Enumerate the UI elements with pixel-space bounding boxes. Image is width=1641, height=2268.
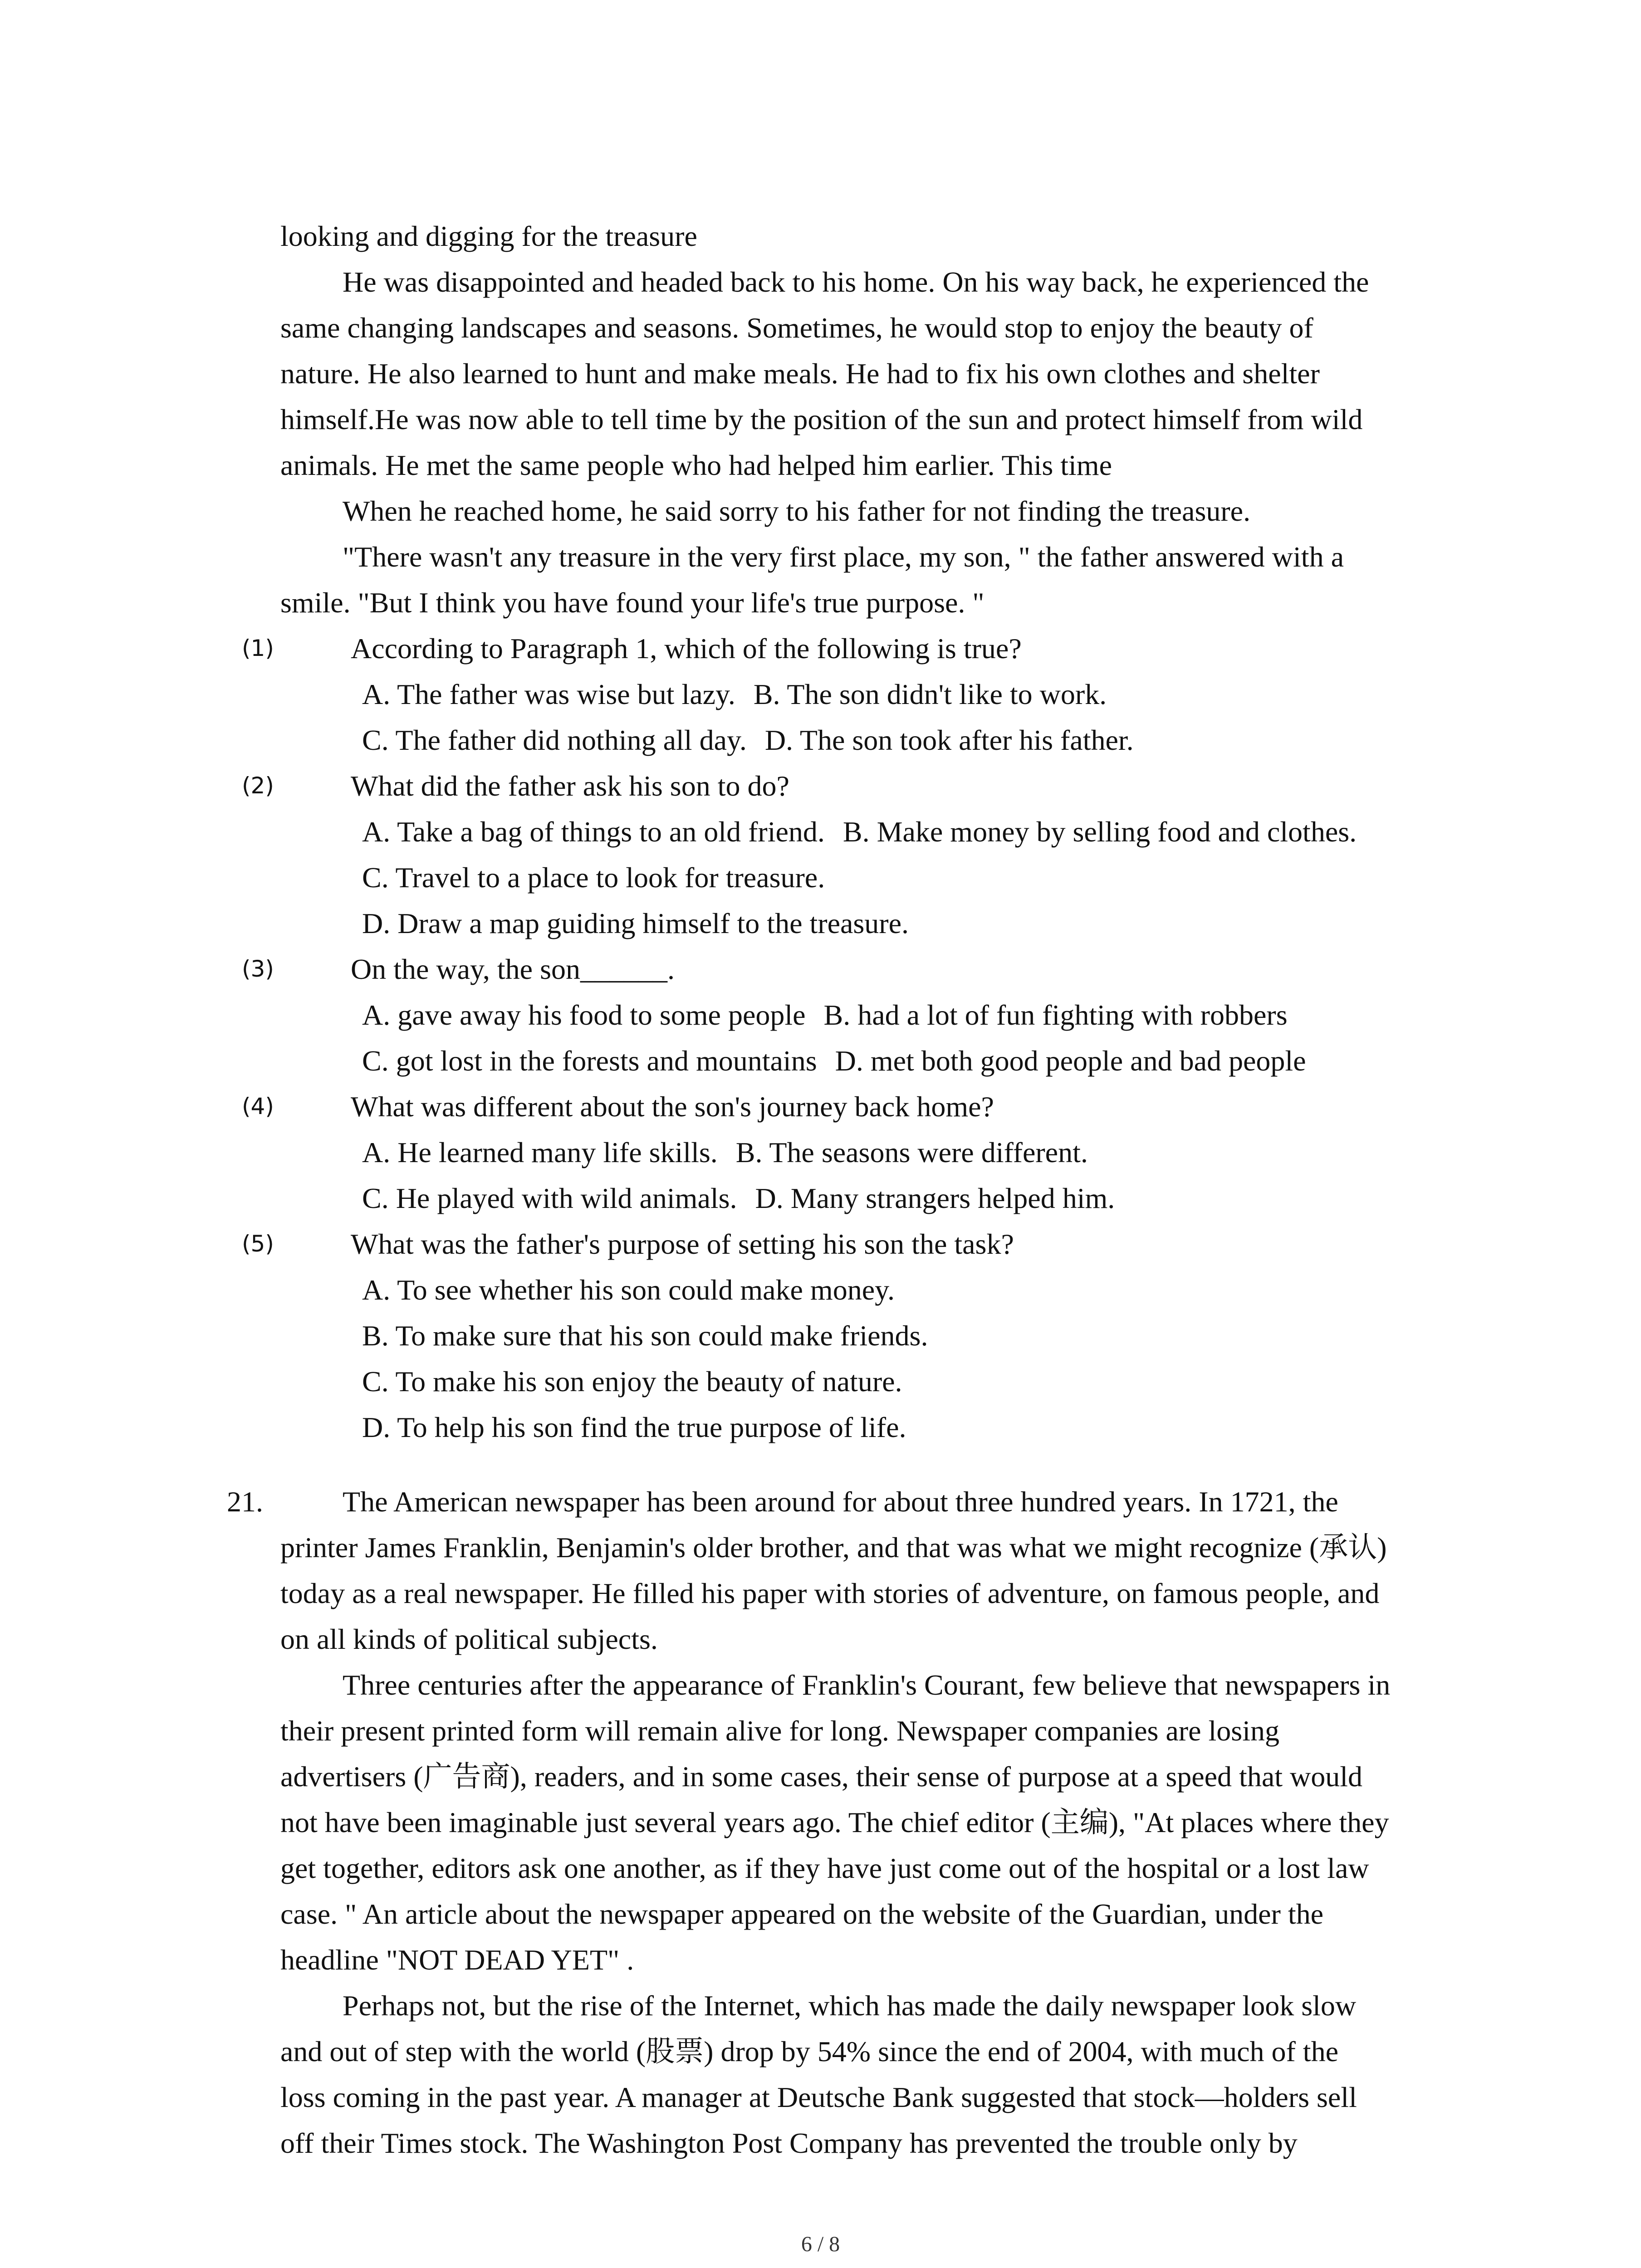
passage-line: animals. He met the same people who had helped him earlier. This time	[280, 449, 1112, 481]
passage-line: Perhaps not, but the rise of the Internet, which has made the daily newspaper look slow	[343, 1989, 1357, 2022]
option-row	[280, 671, 1455, 717]
question-number: (2)	[242, 772, 274, 799]
passage-line: headline "NOT DEAD YET" .	[280, 1944, 634, 1976]
question-stem: What was different about the son's journey back home?	[351, 1090, 994, 1123]
option: B. Make money by selling food and clothes.	[843, 816, 1357, 848]
passage-20-continuation	[242, 213, 1455, 1450]
option-row	[280, 900, 1455, 946]
question-number: (4)	[242, 1093, 274, 1119]
passage-line: "There wasn't any treasure in the very first place, my son, " the father answered with a	[343, 541, 1344, 573]
option: C. He played with wild animals.	[362, 1182, 737, 1214]
question-stem: According to Paragraph 1, which of the following is true?	[351, 632, 1022, 665]
option: A. He learned many life skills.	[362, 1136, 718, 1168]
page-number: 6 / 8	[801, 2232, 840, 2256]
passage-line: advertisers (广告商), readers, and in some cases, their sense of purpose at a speed that would	[280, 1760, 1363, 1793]
option: B. had a lot of fun fighting with robbers	[823, 999, 1288, 1031]
passage-line: and out of step with the world (股票) drop by 54% since the end of 2004, with much of the	[280, 2035, 1338, 2068]
passage-line: nature. He also learned to hunt and make meals. He had to fix his own clothes and shelter	[280, 357, 1320, 390]
option-row	[280, 1267, 1455, 1313]
question-5	[242, 1221, 1455, 1267]
question-number: (1)	[242, 635, 274, 661]
passage-line: case. " An article about the newspaper appeared on the website of the Guardian, under the	[280, 1898, 1323, 1930]
passage-line: The American newspaper has been around for about three hundred years. In 1721, the	[343, 1486, 1338, 1518]
passage-line: their present printed form will remain alive for long. Newspaper companies are losing	[280, 1715, 1279, 1747]
question-stem: What was the father's purpose of setting his son the task?	[351, 1228, 1014, 1260]
option-row	[280, 992, 1455, 1038]
option: B. The seasons were different.	[735, 1136, 1088, 1168]
question-number: (3)	[242, 956, 274, 982]
passage-line: same changing landscapes and seasons. Sometimes, he would stop to enjoy the beauty of	[280, 312, 1313, 344]
option: D. Draw a map guiding himself to the treasure.	[362, 907, 909, 939]
option: C. Travel to a place to look for treasure.	[362, 861, 825, 894]
option-row	[280, 1038, 1455, 1084]
passage-number: 21.	[227, 1486, 263, 1518]
passage-line: today as a real newspaper. He filled his paper with stories of adventure, on famous people, and	[280, 1577, 1380, 1609]
passage-line: printer James Franklin, Benjamin's older brother, and that was what we might recognize (承认)	[280, 1531, 1387, 1564]
option: B. The son didn't like to work.	[753, 678, 1107, 710]
option-row	[280, 1175, 1455, 1221]
question-stem: On the way, the son______.	[351, 953, 675, 985]
passage-line: He was disappointed and headed back to his home. On his way back, he experienced the	[343, 266, 1369, 298]
passage-line: himself.He was now able to tell time by the position of the sun and protect himself from wild	[280, 403, 1363, 435]
option: C. To make his son enjoy the beauty of nature.	[362, 1365, 902, 1398]
question-stem: What did the father ask his son to do?	[351, 770, 789, 802]
passage-21	[227, 1479, 1469, 2166]
option: A. To see whether his son could make money.	[362, 1274, 895, 1306]
passage-line: looking and digging for the treasure	[280, 220, 697, 252]
option: D. met both good people and bad people	[835, 1045, 1306, 1077]
option: D. Many strangers helped him.	[755, 1182, 1115, 1214]
question-1	[242, 626, 1455, 671]
option: B. To make sure that his son could make friends.	[362, 1320, 928, 1352]
passage-line: get together, editors ask one another, as if they have just come out of the hospital or a lost law	[280, 1852, 1369, 1884]
option-row	[280, 855, 1455, 900]
option: C. The father did nothing all day.	[362, 724, 747, 756]
question-list	[242, 626, 1455, 1450]
question-3	[242, 946, 1455, 992]
option: A. The father was wise but lazy.	[362, 678, 735, 710]
option-row	[280, 717, 1455, 763]
passage-line: Three centuries after the appearance of Franklin's Courant, few believe that newspapers in	[343, 1669, 1391, 1701]
option: D. To help his son find the true purpose of life.	[362, 1411, 906, 1443]
passage-line: When he reached home, he said sorry to his father for not finding the treasure.	[343, 495, 1251, 527]
question-4	[242, 1084, 1455, 1129]
option-row	[280, 1313, 1455, 1359]
option-row	[280, 1359, 1455, 1404]
passage-line: on all kinds of political subjects.	[280, 1623, 658, 1655]
option-row	[280, 809, 1455, 855]
passage-line: loss coming in the past year. A manager at Deutsche Bank suggested that stock—holders sell	[280, 2081, 1357, 2113]
option: C. got lost in the forests and mountains	[362, 1045, 817, 1077]
option-row	[280, 1404, 1455, 1450]
option: A. Take a bag of things to an old friend.	[362, 816, 825, 848]
option: D. The son took after his father.	[764, 724, 1134, 756]
question-number: (5)	[242, 1231, 274, 1257]
passage-line: off their Times stock. The Washington Post Company has prevented the trouble only by	[280, 2127, 1298, 2159]
passage-line: not have been imaginable just several years ago. The chief editor (主编), "At places where they	[280, 1806, 1389, 1838]
option-row	[280, 1129, 1455, 1175]
question-2	[242, 763, 1455, 809]
passage-line: smile. "But I think you have found your life's true purpose. "	[280, 587, 985, 619]
option: A. gave away his food to some people	[362, 999, 806, 1031]
